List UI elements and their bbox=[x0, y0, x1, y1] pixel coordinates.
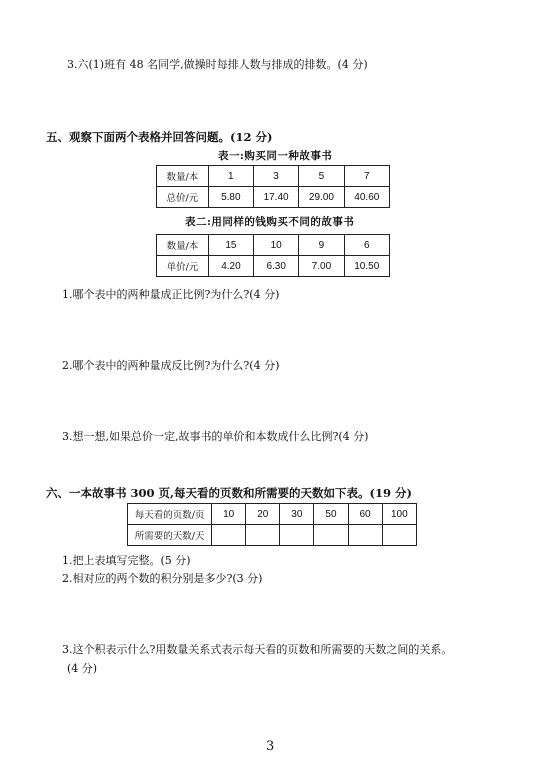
section-5-question-2: 2.哪个表中的两种量成反比例?为什么?(4 分) bbox=[62, 359, 280, 372]
table-cell: 20 bbox=[246, 504, 280, 525]
table-cell: 7 bbox=[344, 166, 389, 187]
table-cell: 17.40 bbox=[253, 187, 298, 208]
table-2 bbox=[156, 234, 390, 277]
table-cell: 40.60 bbox=[344, 187, 389, 208]
table-2-row1-label: 数量/本 bbox=[157, 235, 209, 256]
answer-cell[interactable] bbox=[348, 525, 382, 546]
section-6-question-2: 2.相对应的两个数的积分别是多少?(3 分) bbox=[62, 572, 263, 585]
section-5-question-1: 1.哪个表中的两种量成正比例?为什么?(4 分) bbox=[62, 288, 280, 301]
table-cell: 9 bbox=[299, 235, 344, 256]
answer-cell[interactable] bbox=[212, 525, 246, 546]
table-1-caption: 表一:购买同一种故事书 bbox=[218, 150, 333, 162]
table-1-row1-label: 数量/本 bbox=[157, 166, 209, 187]
table-cell: 100 bbox=[382, 504, 416, 525]
answer-cell[interactable] bbox=[314, 525, 348, 546]
table-1 bbox=[156, 165, 390, 208]
section-6-title: 六、一本故事书 300 页,每天看的页数和所需要的天数如下表。(19 分) bbox=[46, 486, 412, 500]
table-cell: 6 bbox=[344, 235, 389, 256]
table-cell: 3 bbox=[253, 166, 298, 187]
table-1-row2-label: 总价/元 bbox=[157, 187, 209, 208]
table-cell: 5 bbox=[299, 166, 344, 187]
table-2-caption: 表二:用同样的钱购买不同的故事书 bbox=[185, 216, 355, 228]
table-row bbox=[157, 235, 390, 256]
table-cell: 10 bbox=[212, 504, 246, 525]
table-row bbox=[128, 525, 417, 546]
answer-cell[interactable] bbox=[246, 525, 280, 546]
answer-cell[interactable] bbox=[382, 525, 416, 546]
table-cell: 10.50 bbox=[344, 256, 389, 277]
table-cell: 15 bbox=[208, 235, 253, 256]
table-3-row1-label: 每天看的页数/页 bbox=[128, 504, 212, 525]
section-6-question-3-line-1: 3.这个积表示什么?用数量关系式表示每天看的页数和所需要的天数之间的关系。 bbox=[62, 643, 453, 656]
table-3-row2-label: 所需要的天数/天 bbox=[128, 525, 212, 546]
table-cell: 4.20 bbox=[208, 256, 253, 277]
table-2-row2-label: 单价/元 bbox=[157, 256, 209, 277]
table-cell: 29.00 bbox=[299, 187, 344, 208]
table-row bbox=[157, 187, 390, 208]
table-cell: 30 bbox=[280, 504, 314, 525]
table-cell: 60 bbox=[348, 504, 382, 525]
section-5-title: 五、观察下面两个表格并回答问题。(12 分) bbox=[46, 130, 273, 144]
table-row bbox=[157, 256, 390, 277]
table-3 bbox=[127, 503, 417, 546]
section-6-question-3-line-2: (4 分) bbox=[67, 662, 98, 675]
table-cell: 6.30 bbox=[254, 256, 299, 277]
answer-cell[interactable] bbox=[280, 525, 314, 546]
table-cell: 50 bbox=[314, 504, 348, 525]
section-6-question-1: 1.把上表填写完整。(5 分) bbox=[62, 554, 191, 567]
question-3-cadence: 3.六(1)班有 48 名同学,做操时每排人数与排成的排数。(4 分) bbox=[67, 58, 368, 71]
section-5-question-3: 3.想一想,如果总价一定,故事书的单价和本数成什么比例?(4 分) bbox=[62, 430, 369, 443]
table-row bbox=[128, 504, 417, 525]
table-cell: 5.80 bbox=[208, 187, 253, 208]
table-cell: 1 bbox=[208, 166, 253, 187]
page-number: 3 bbox=[266, 739, 275, 754]
table-row bbox=[157, 166, 390, 187]
table-cell: 10 bbox=[254, 235, 299, 256]
table-cell: 7.00 bbox=[299, 256, 344, 277]
